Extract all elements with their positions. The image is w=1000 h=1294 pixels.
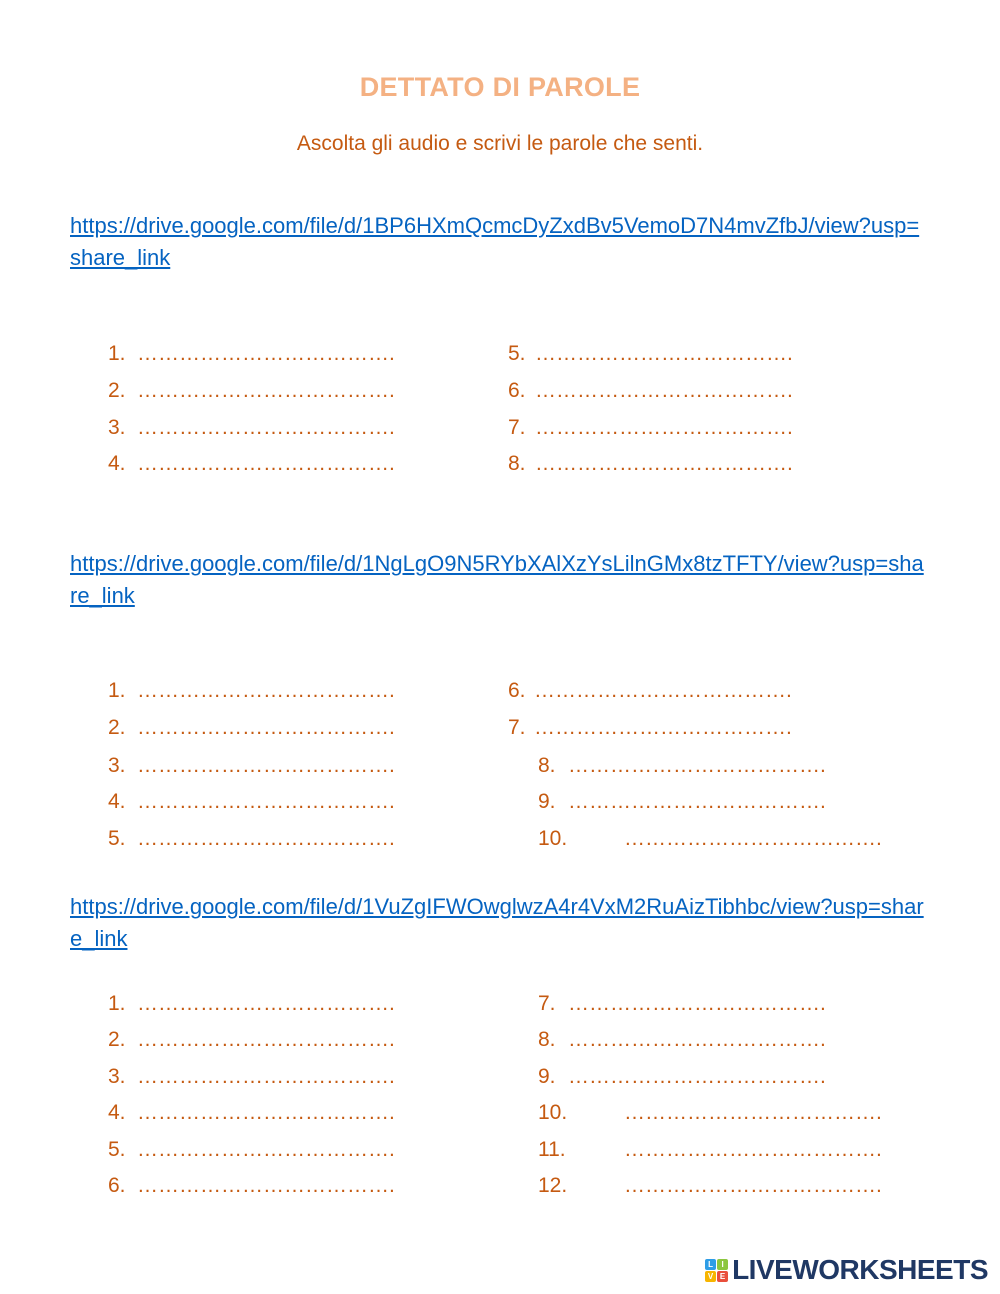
answer-line[interactable]	[538, 753, 826, 779]
blank-dots: ……………………………….	[137, 827, 395, 850]
answer-line[interactable]	[538, 1027, 826, 1053]
blank-dots: ……………………………….	[624, 1174, 882, 1197]
answer-line[interactable]	[508, 451, 793, 477]
answer-line[interactable]	[538, 1100, 882, 1126]
item-number: 10.	[538, 1101, 568, 1124]
item-number: 3.	[108, 1065, 126, 1088]
blank-dots: ……………………………….	[568, 754, 826, 777]
blank-dots: ……………………………….	[137, 1101, 395, 1124]
page-title: DETTATO DI PAROLE	[359, 72, 641, 102]
item-number: 2.	[108, 379, 126, 402]
answer-line[interactable]	[108, 1027, 395, 1053]
blank-dots: ……………………………….	[568, 790, 826, 813]
logo-letter: V	[705, 1271, 716, 1282]
blank-dots: ……………………………….	[534, 716, 792, 739]
item-number: 10.	[538, 827, 568, 850]
blank-dots: ……………………………….	[568, 992, 826, 1015]
blank-dots: ……………………………….	[535, 416, 793, 439]
answer-line[interactable]	[108, 415, 395, 441]
logo-letter: L	[705, 1259, 716, 1270]
item-number: 8.	[538, 754, 556, 777]
answer-line[interactable]	[108, 1137, 395, 1163]
item-number: 9.	[538, 790, 556, 813]
answer-line[interactable]	[508, 715, 792, 741]
liveworksheets-logo	[705, 1252, 988, 1288]
answer-line[interactable]	[538, 991, 826, 1017]
item-number: 1.	[108, 342, 126, 365]
blank-dots: ……………………………….	[535, 452, 793, 475]
answer-line[interactable]	[538, 1173, 882, 1199]
answer-line[interactable]	[108, 678, 395, 704]
answer-line[interactable]	[538, 1137, 882, 1163]
answer-line[interactable]	[108, 378, 395, 404]
blank-dots: ……………………………….	[624, 1101, 882, 1124]
logo-letter: I	[717, 1259, 728, 1270]
blank-dots: ……………………………….	[137, 1174, 395, 1197]
item-number: 7.	[508, 716, 526, 739]
blank-dots: ……………………………….	[137, 679, 395, 702]
item-number: 8.	[508, 452, 526, 475]
audio-link-3[interactable]: https://drive.google.com/file/d/1VuZgIFWOwglwzA4r4VxM2RuAizTibhbc/view?usp=share_link	[70, 894, 924, 951]
logo-mark-icon	[705, 1259, 728, 1282]
answer-line[interactable]	[108, 789, 395, 815]
blank-dots: ……………………………….	[568, 1028, 826, 1051]
item-number: 3.	[108, 416, 126, 439]
logo-text: LIVEWORKSHEETS	[732, 1254, 988, 1285]
answer-line[interactable]	[538, 826, 882, 852]
item-number: 7.	[538, 992, 556, 1015]
item-number: 6.	[108, 1174, 126, 1197]
answer-line[interactable]	[108, 451, 395, 477]
audio-link-1[interactable]: https://drive.google.com/file/d/1BP6HXmQcmcDyZxdBv5VemoD7N4mvZfbJ/view?usp=share_link	[70, 213, 920, 270]
answer-line[interactable]	[508, 378, 793, 404]
item-number: 6.	[508, 379, 526, 402]
item-number: 4.	[108, 790, 126, 813]
item-number: 1.	[108, 992, 126, 1015]
item-number: 5.	[108, 827, 126, 850]
answer-line[interactable]	[108, 1100, 395, 1126]
blank-dots: ……………………………….	[137, 1138, 395, 1161]
blank-dots: ……………………………….	[137, 379, 395, 402]
answer-line[interactable]	[108, 991, 395, 1017]
logo-letter: E	[717, 1271, 728, 1282]
answer-line[interactable]	[108, 826, 395, 852]
blank-dots: ……………………………….	[137, 452, 395, 475]
blank-dots: ……………………………….	[137, 1028, 395, 1051]
blank-dots: ……………………………….	[624, 1138, 882, 1161]
answer-line[interactable]	[538, 1064, 826, 1090]
blank-dots: ……………………………….	[534, 679, 792, 702]
answer-line[interactable]	[508, 415, 793, 441]
blank-dots: ……………………………….	[535, 342, 793, 365]
answer-line[interactable]	[508, 678, 792, 704]
item-number: 2.	[108, 1028, 126, 1051]
blank-dots: ……………………………….	[137, 342, 395, 365]
item-number: 2.	[108, 716, 126, 739]
item-number: 5.	[108, 1138, 126, 1161]
blank-dots: ……………………………….	[137, 790, 395, 813]
answer-line[interactable]	[108, 715, 395, 741]
item-number: 9.	[538, 1065, 556, 1088]
blank-dots: ……………………………….	[137, 992, 395, 1015]
blank-dots: ……………………………….	[137, 416, 395, 439]
item-number: 4.	[108, 452, 126, 475]
blank-dots: ……………………………….	[137, 754, 395, 777]
audio-link-2[interactable]: https://drive.google.com/file/d/1NgLgO9N5RYbXAlXzYsLilnGMx8tzTFTY/view?usp=share_link	[70, 551, 924, 608]
blank-dots: ……………………………….	[624, 827, 882, 850]
blank-dots: ……………………………….	[535, 379, 793, 402]
answer-line[interactable]	[108, 341, 395, 367]
item-number: 8.	[538, 1028, 556, 1051]
blank-dots: ……………………………….	[137, 1065, 395, 1088]
item-number: 4.	[108, 1101, 126, 1124]
item-number: 1.	[108, 679, 126, 702]
blank-dots: ……………………………….	[137, 716, 395, 739]
answer-line[interactable]	[108, 1173, 395, 1199]
instructions: Ascolta gli audio e scrivi le parole che senti.	[296, 132, 704, 155]
answer-line[interactable]	[108, 753, 395, 779]
answer-line[interactable]	[108, 1064, 395, 1090]
item-number: 5.	[508, 342, 526, 365]
blank-dots: ……………………………….	[568, 1065, 826, 1088]
item-number: 6.	[508, 679, 526, 702]
answer-line[interactable]	[508, 341, 793, 367]
answer-line[interactable]	[538, 789, 826, 815]
item-number: 11.	[538, 1138, 566, 1161]
item-number: 3.	[108, 754, 126, 777]
item-number: 7.	[508, 416, 526, 439]
item-number: 12.	[538, 1174, 568, 1197]
